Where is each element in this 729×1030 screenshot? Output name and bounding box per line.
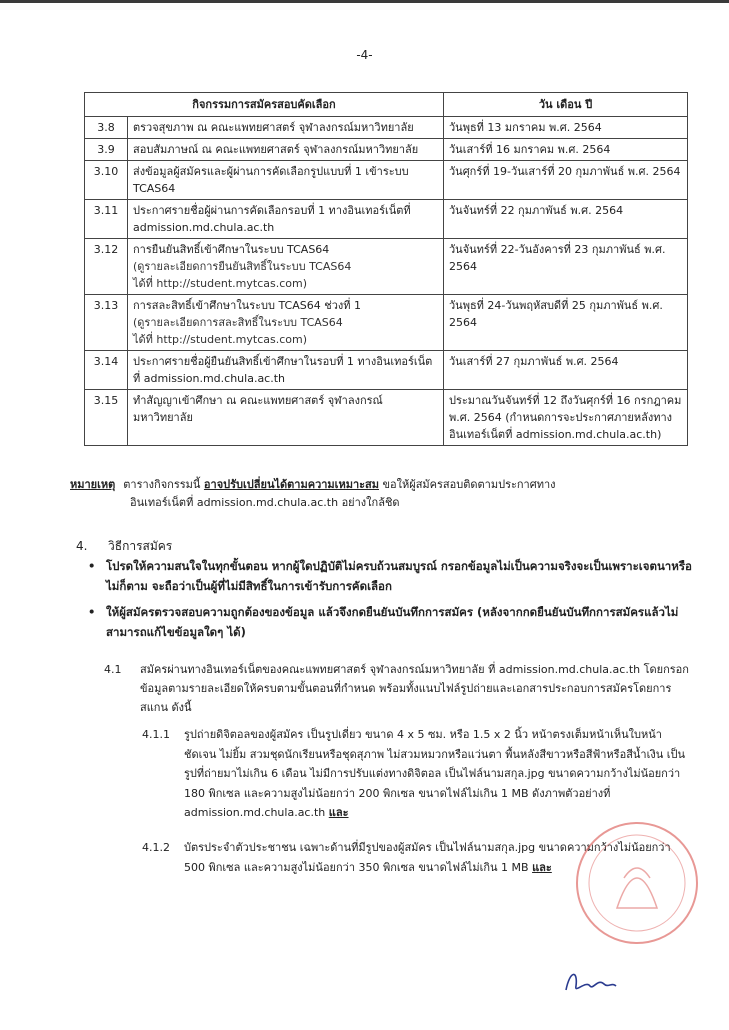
note-emphasis: อาจปรับเปลี่ยนได้ตามความเหมาะสม — [203, 478, 379, 491]
row-date: วันจันทร์ที่ 22-วันอังคารที่ 23 กุมภาพันธ์ พ.ศ. 2564 — [444, 239, 688, 295]
table-header-row — [85, 93, 688, 117]
bullet-item — [88, 602, 692, 642]
and-keyword: และ — [328, 806, 349, 819]
table-row — [85, 200, 688, 239]
item-4-1-1 — [142, 725, 692, 823]
row-number: 3.9 — [85, 139, 128, 161]
row-activity-cell — [128, 295, 444, 351]
row-activity-cell — [128, 139, 444, 161]
row-activity-cell — [128, 390, 444, 446]
row-date: วันเสาร์ที่ 27 กุมภาพันธ์ พ.ศ. 2564 — [444, 351, 688, 390]
row-activity-detail: (ดูรายละเอียดการยืนยันสิทธิ์ในระบบ TCAS64 — [133, 260, 352, 273]
schedule-table — [84, 92, 688, 446]
row-activity-link: ได้ที่ http://student.mytcas.com) — [133, 333, 308, 346]
row-number: 3.15 — [85, 390, 128, 446]
handwritten-signature — [560, 960, 620, 1000]
item-text: บัตรประจำตัวประชาชน เฉพาะด้านที่มีรูปของผู้สมัคร เป็นไฟล์นามสกุล.jpg ขนาดความกว้างไม่น้อยกว่า 500 พิกเซล และความสูงไม่น้อยกว่า 350 พิกเซล ขนาดไฟล์ไม่เกิน 1 MB — [184, 841, 671, 874]
item-number: 4.1.1 — [142, 728, 170, 741]
row-activity-cell — [128, 161, 444, 200]
row-activity-cell — [128, 200, 444, 239]
row-activity: การสละสิทธิ์เข้าศึกษาในระบบ TCAS64 ช่วงที่ 1 — [133, 299, 361, 312]
row-activity-cell — [128, 117, 444, 139]
row-number: 3.11 — [85, 200, 128, 239]
row-activity-cell — [128, 239, 444, 295]
bullet-text: ให้ผู้สมัครตรวจสอบความถูกต้องของข้อมูล แล้วจึงกดยืนยันบันทึกการสมัคร (หลังจากกดยืนยันบันทึกการสมัครแล้วไม่สามารถแก้ไขข้อมูลใดๆ ได้) — [106, 605, 679, 639]
section-number: 4. — [76, 539, 88, 553]
header-activity: กิจกรรมการสมัครสอบคัดเลือก — [85, 93, 444, 117]
row-date: วันจันทร์ที่ 22 กุมภาพันธ์ พ.ศ. 2564 — [444, 200, 688, 239]
row-date: วันศุกร์ที่ 19-วันเสาร์ที่ 20 กุมภาพันธ์ พ.ศ. 2564 — [444, 161, 688, 200]
row-activity-detail: (ดูรายละเอียดการสละสิทธิ์ในระบบ TCAS64 — [133, 316, 343, 329]
row-activity: ประกาศรายชื่อผู้ผ่านการคัดเลือกรอบที่ 1 ทางอินเทอร์เน็ตที่ admission.md.chula.ac.th — [133, 204, 411, 234]
and-keyword: และ — [532, 860, 552, 874]
table-row — [85, 117, 688, 139]
row-number: 3.8 — [85, 117, 128, 139]
row-number: 3.14 — [85, 351, 128, 390]
item-number: 4.1.2 — [142, 841, 170, 854]
table-row — [85, 239, 688, 295]
row-date: วันพุธที่ 13 มกราคม พ.ศ. 2564 — [444, 117, 688, 139]
table-row — [85, 295, 688, 351]
note-text-2: ขอให้ผู้สมัครสอบติดตามประกาศทาง — [382, 478, 556, 491]
item-text: สมัครผ่านทางอินเทอร์เน็ตของคณะแพทยศาสตร์ จุฬาลงกรณ์มหาวิทยาลัย ที่ admission.md.chula.ac.th โดยกรอกข้อมูลตามรายละเอียดให้ครบตามขั้นตอนที่กำหนด พร้อมทั้งแนบไฟล์รูปถ่ายและเอกสารประกอบการสมัครโดยการสแกน ดังนี้ — [140, 663, 689, 714]
row-activity: ตรวจสุขภาพ ณ คณะแพทยศาสตร์ จุฬาลงกรณ์มหาวิทยาลัย — [133, 121, 414, 134]
page-top-border — [0, 0, 729, 3]
page-number: -4- — [356, 48, 373, 62]
table-note — [70, 476, 690, 512]
section-4-heading — [76, 537, 172, 556]
item-4-1 — [104, 660, 692, 717]
table-row — [85, 161, 688, 200]
bullet-item — [88, 556, 692, 596]
bullet-text: โปรดให้ความสนใจในทุกขั้นตอน หากผู้ใดปฏิบัติไม่ครบถ้วนสมบูรณ์ กรอกข้อมูลไม่เป็นความจริงจะเป็นเพราะเจตนาหรือไม่ก็ตาม จะถือว่าเป็นผู้ที่ไม่มีสิทธิ์ในการเข้ารับการคัดเลือก — [106, 559, 692, 593]
row-activity: ส่งข้อมูลผู้สมัครและผู้ผ่านการคัดเลือกรูปแบบที่ 1 เข้าระบบ TCAS64 — [133, 165, 409, 195]
table-row — [85, 390, 688, 446]
row-activity: การยืนยันสิทธิ์เข้าศึกษาในระบบ TCAS64 — [133, 243, 330, 256]
row-number: 3.10 — [85, 161, 128, 200]
note-text-1: ตารางกิจกรรมนี้ — [123, 478, 201, 491]
official-seal-stamp — [572, 818, 702, 948]
row-activity: ประกาศรายชื่อผู้ยืนยันสิทธิ์เข้าศึกษาในรอบที่ 1 ทางอินเทอร์เน็ตที่ admission.md.chula.ac.th — [133, 355, 433, 385]
row-activity-link: ได้ที่ http://student.mytcas.com) — [133, 277, 308, 290]
row-activity: ทำสัญญาเข้าศึกษา ณ คณะแพทยศาสตร์ จุฬาลงกรณ์มหาวิทยาลัย — [133, 394, 383, 424]
row-number: 3.12 — [85, 239, 128, 295]
row-activity-cell — [128, 351, 444, 390]
row-activity: สอบสัมภาษณ์ ณ คณะแพทยศาสตร์ จุฬาลงกรณ์มหาวิทยาลัย — [133, 143, 419, 156]
note-text-3: อินเทอร์เน็ตที่ admission.md.chula.ac.th อย่างใกล้ชิด — [130, 496, 400, 509]
row-date: วันพุธที่ 24-วันพฤหัสบดีที่ 25 กุมภาพันธ์ พ.ศ. 2564 — [444, 295, 688, 351]
item-text: รูปถ่ายดิจิตอลของผู้สมัคร เป็นรูปเดี่ยว ขนาด 4 x 5 ซม. หรือ 1.5 x 2 นิ้ว หน้าตรงเต็มหน้าเห็นใบหน้าชัดเจน ไม่ยิ้ม สวมชุดนักเรียนหรือชุดสุภาพ ไม่สวมหมวกหรือแว่นตา พื้นหลังสีขาวหรือสีฟ้าหรือสีน้ำเงิน เป็นรูปที่ถ่ายมาไม่เกิน 6 เดือน ไม่มีการปรับแต่งทางดิจิตอล เป็นไฟล์นามสกุล.jpg ขนาดความกว้างไม่น้อยกว่า 180 พิกเซล และความสูงไม่น้อยกว่า 200 พิกเซล ขนาดไฟล์ไม่เกิน 1 MB ดังภาพตัวอย่างที่ admission.md.chula.ac.th — [184, 728, 686, 819]
row-number: 3.13 — [85, 295, 128, 351]
bullet-icon: • — [88, 559, 96, 573]
table-row — [85, 139, 688, 161]
row-date: วันเสาร์ที่ 16 มกราคม พ.ศ. 2564 — [444, 139, 688, 161]
table-row — [85, 351, 688, 390]
item-number: 4.1 — [104, 663, 122, 676]
header-date: วัน เดือน ปี — [444, 93, 688, 117]
bullet-icon: • — [88, 605, 96, 619]
section-title: วิธีการสมัคร — [108, 539, 173, 553]
note-label: หมายเหตุ — [70, 478, 116, 491]
row-date: ประมาณวันจันทร์ที่ 12 ถึงวันศุกร์ที่ 16 กรกฎาคม พ.ศ. 2564 (กำหนดการจะประกาศภายหลังทางอินเทอร์เน็ตที่ admission.md.chula.ac.th) — [444, 390, 688, 446]
